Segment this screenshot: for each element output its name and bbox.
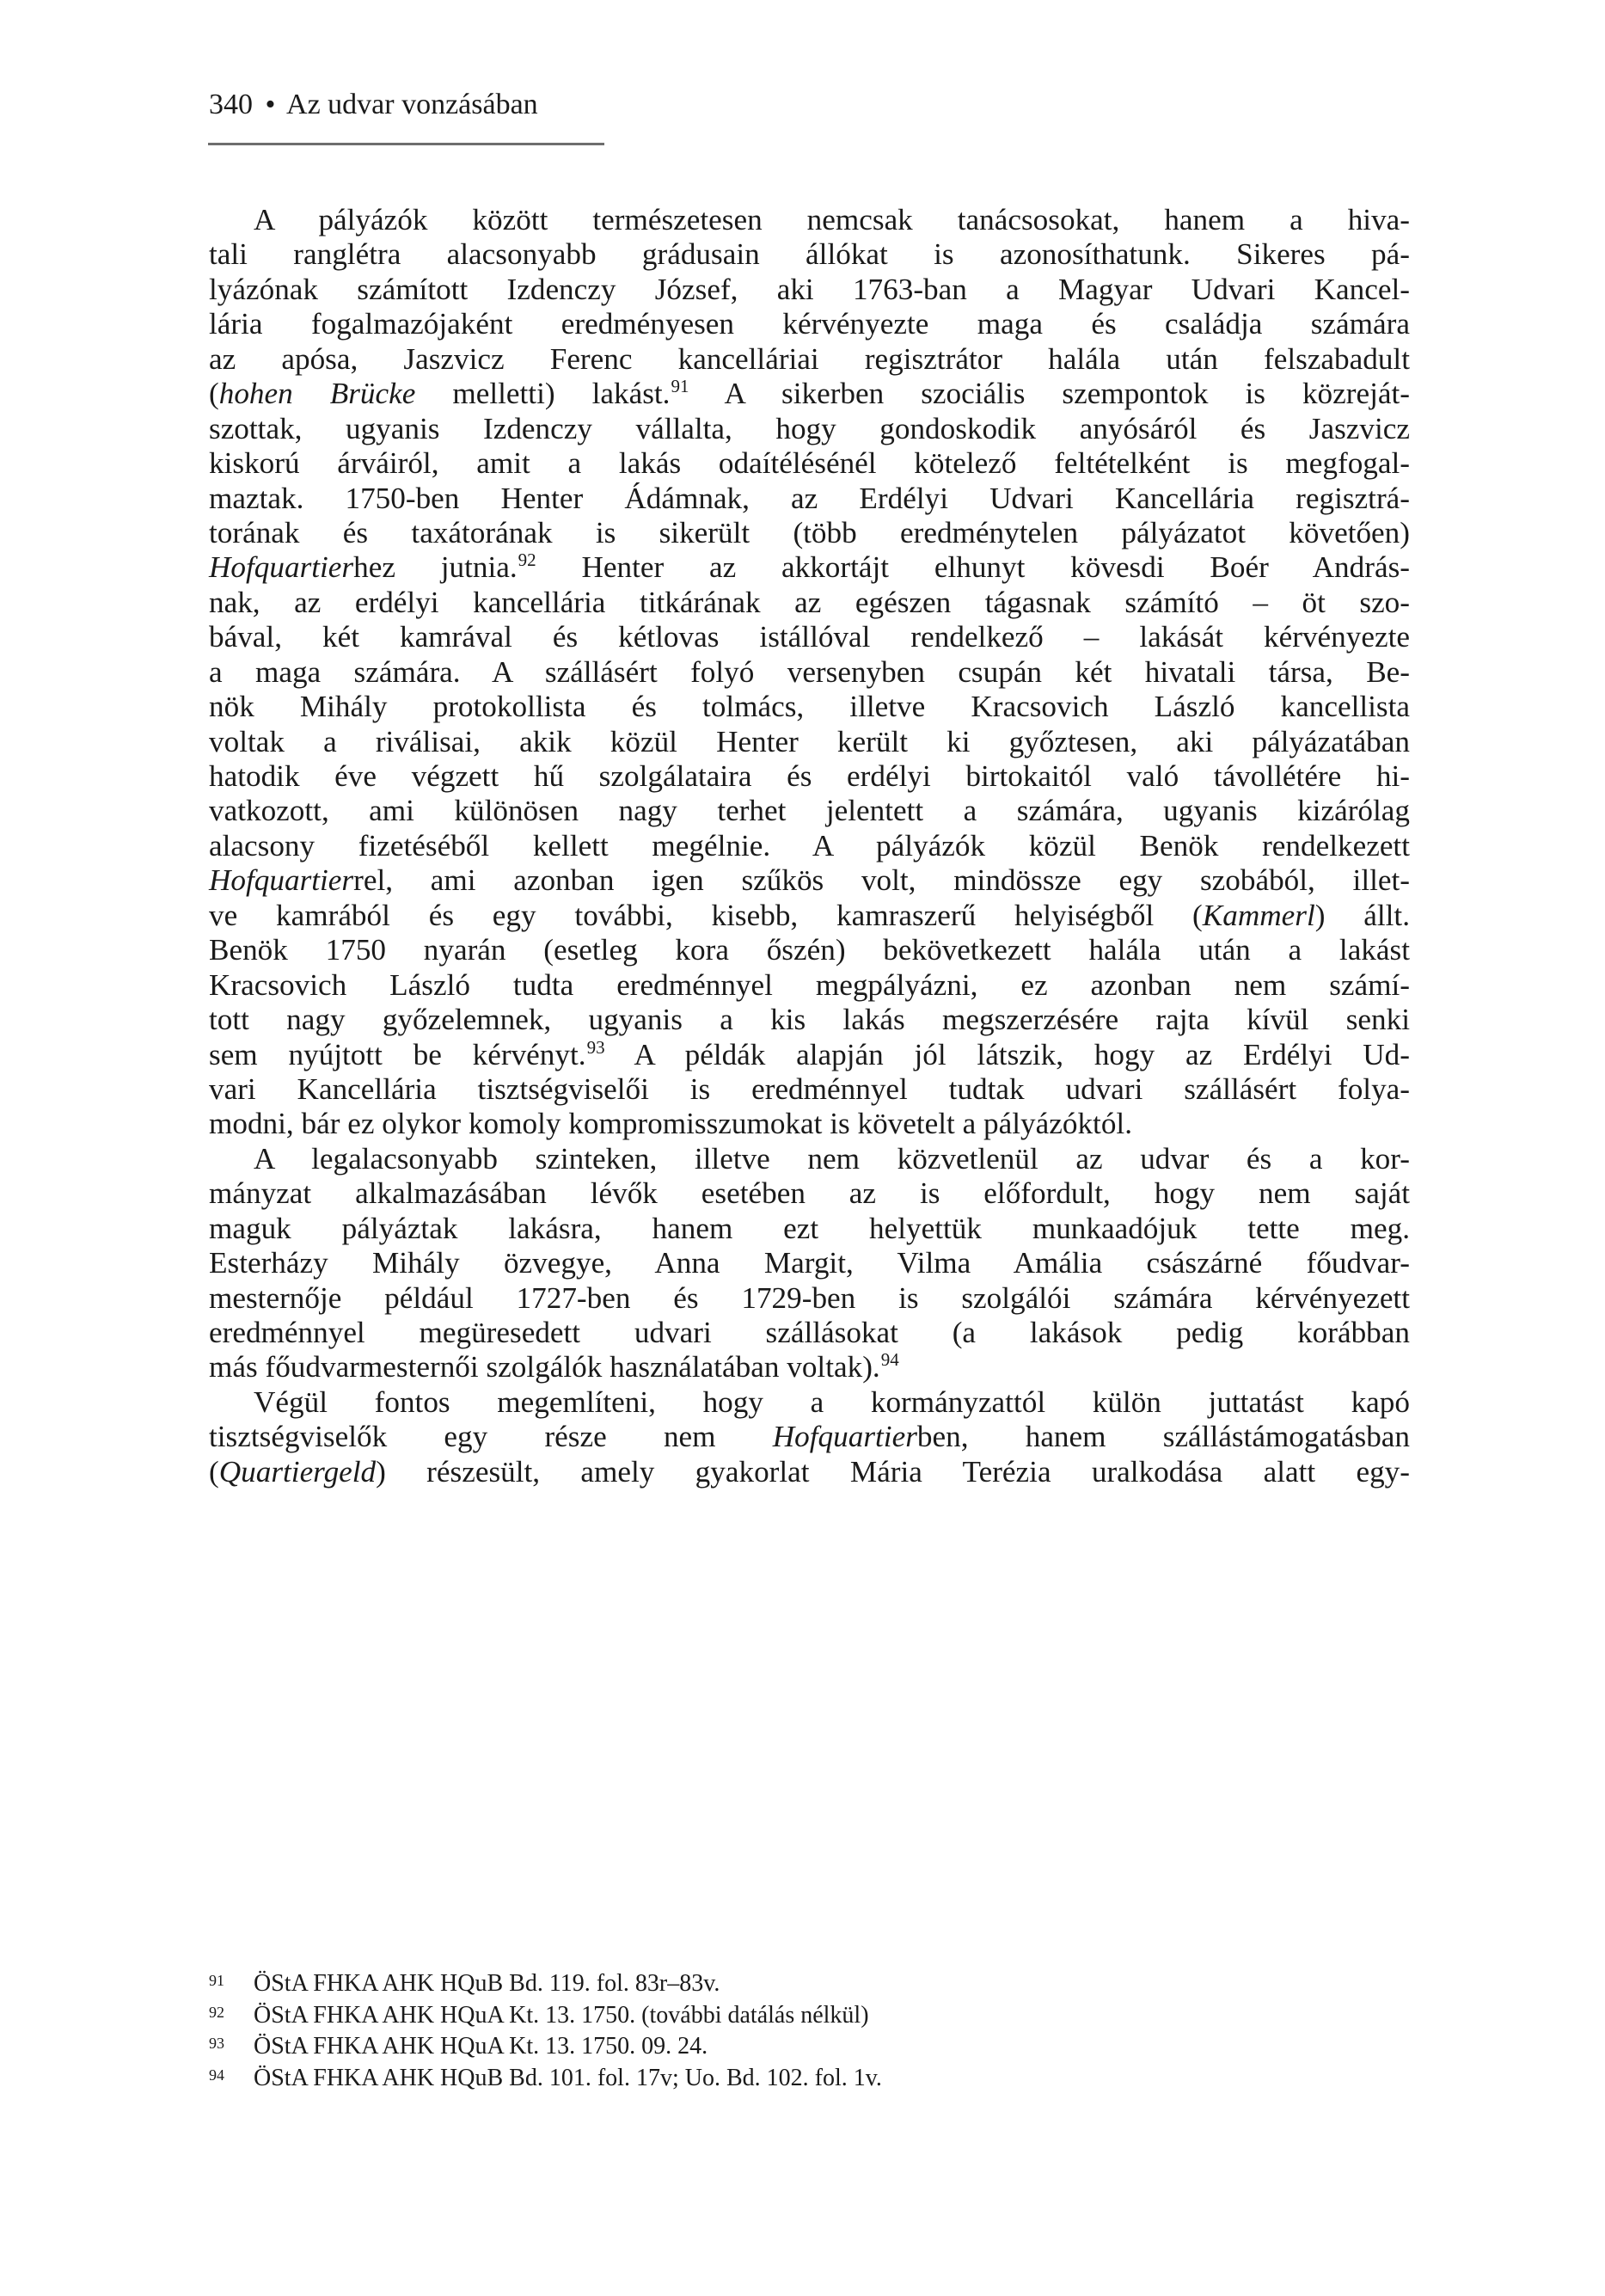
bullet-separator: •: [265, 89, 276, 120]
text-line: [209, 1316, 1410, 1350]
text-run: modni, bár ez olykor komoly kompromisszumokat is követelt a pályázóktól.: [209, 1107, 1132, 1141]
header-rule: [208, 143, 604, 145]
footnote-reference[interactable]: 93: [586, 1036, 605, 1058]
footnote-text: ÖStA FHKA AHK HQuA Kt. 13. 1750. 09. 24.: [254, 2033, 708, 2060]
text-run: maztak. 1750-ben Henter Ádámnak, az Erdélyi Udvari Kancellária regisztrá-: [209, 481, 1410, 515]
text-run: mányzat alkalmazásában lévők esetében az is előfordult, hogy nem saját: [209, 1176, 1410, 1211]
footnote-reference[interactable]: 94: [880, 1349, 899, 1371]
text-run: mesternője például 1727-ben és 1729-ben is szolgálói számára kérvényezett: [209, 1280, 1410, 1315]
body-text: [209, 203, 1410, 1489]
text-run: tisztségviselők egy része nem: [209, 1420, 773, 1454]
text-run: Benök 1750 nyarán (esetleg kora őszén) bekövetkezett halála után a lakást: [209, 933, 1410, 967]
text-run: rel, ami azonban igen szűkös volt, mindössze egy szobából, illet-: [353, 863, 1410, 898]
text-line: [209, 1072, 1410, 1107]
text-line: [209, 1107, 1410, 1141]
text-line: [209, 203, 1410, 237]
text-run: vatkozott, ami különösen nagy terhet jelentett a számára, ugyanis kizárólag: [209, 794, 1410, 828]
text-line: [209, 307, 1410, 341]
text-run: ve kamrából és egy további, kisebb, kamraszerű helyiségből (: [209, 898, 1203, 932]
text-run: az apósa, Jaszvicz Ferenc kancelláriai regisztrátor halála után felszabadult: [209, 341, 1410, 376]
footnote-reference[interactable]: 91: [671, 376, 689, 397]
text-run: nök Mihály protokollista és tolmács, illetve Kracsovich László kancellista: [209, 690, 1410, 724]
text-line: [209, 237, 1410, 272]
text-run: sem nyújtott be kérvényt.: [209, 1037, 586, 1071]
text-run: hatodik éve végzett hű szolgálataira és erdélyi birtokaitól való távollétére hi-: [209, 759, 1410, 793]
text-run: lyázónak számított Izdenczy József, aki 1763-ban a Magyar Udvari Kancel-: [209, 272, 1410, 306]
text-line: [209, 655, 1410, 690]
running-title: Az udvar vonzásában: [286, 89, 538, 120]
footnote: [209, 2064, 1410, 2096]
text-run: nak, az erdélyi kancellária titkárának az egészen tágasnak számító – öt szo-: [209, 585, 1410, 619]
text-line: [209, 1212, 1410, 1246]
text-line: [209, 690, 1410, 724]
text-run: Kracsovich László tudta eredménnyel megpályázni, ez azonban nem számí-: [209, 967, 1410, 1002]
text-run: szottak, ugyanis Izdenczy vállalta, hogy gondoskodik anyósáról és Jaszvicz: [209, 411, 1410, 445]
text-run: hez jutnia.: [353, 550, 518, 585]
text-line: [209, 829, 1410, 863]
text-line: [209, 1420, 1410, 1454]
text-line: [209, 1246, 1410, 1280]
text-line: [209, 412, 1410, 446]
text-run: alacsony fizetéséből kellett megélnie. A pályázók közül Benök rendelkezett: [209, 828, 1410, 863]
text-run: (: [209, 1454, 219, 1489]
text-run: tott nagy győzelemnek, ugyanis a kis lakás megszerzésére rajta kívül senki: [209, 1003, 1410, 1037]
text-run: A példák alapján jól látszik, hogy az Erdélyi Ud-: [604, 1037, 1410, 1071]
text-line: [209, 342, 1410, 377]
footnote: [209, 2001, 1410, 2033]
text-run: vari Kancellária tisztségviselői is eredménnyel tudtak udvari szállásért folya-: [209, 1071, 1410, 1106]
text-line: [209, 1003, 1410, 1037]
text-line: [209, 1176, 1410, 1211]
footnote-number: 94: [209, 2066, 224, 2084]
footnote-text: ÖStA FHKA AHK HQuA Kt. 13. 1750. (további datálás nélkül): [254, 2001, 869, 2029]
text-line: [209, 1281, 1410, 1316]
text-run: tali ranglétra alacsonyabb grádusain állókat is azonosíthatunk. Sikeres pá-: [209, 237, 1410, 272]
italic-term: Hofquartier: [209, 863, 354, 898]
italic-term: Hofquartier: [209, 550, 354, 585]
text-line: [209, 273, 1410, 307]
italic-term: Hofquartier: [772, 1420, 917, 1454]
text-line: [209, 933, 1410, 967]
text-run: voltak a riválisai, akik közül Henter került ki győztesen, aki pályázatában: [209, 724, 1410, 758]
footnote-number: 93: [209, 2035, 224, 2052]
text-line: [209, 794, 1410, 828]
text-line: [209, 1455, 1410, 1489]
text-run: ben, hanem szállástámogatásban: [916, 1420, 1411, 1454]
page-number: 340: [209, 89, 253, 120]
footnote-number: 92: [209, 2003, 224, 2021]
text-run: Henter az akkortájt elhunyt kövesdi Boér András-: [536, 550, 1410, 585]
footnote-reference[interactable]: 92: [518, 549, 536, 571]
text-line: [209, 725, 1410, 759]
footnotes: [209, 1969, 1410, 2095]
text-run: más főudvarmesternői szolgálók használatában voltak).: [209, 1350, 880, 1384]
text-run: eredménnyel megüresedett udvari szállásokat (a lakások pedig korábban: [209, 1316, 1410, 1349]
text-line: [209, 863, 1410, 898]
text-run: ) állt.: [1314, 898, 1410, 932]
italic-term: Kammerl: [1202, 898, 1315, 932]
text-run: bával, két kamrával és kétlovas istállóval rendelkező – lakását kérvényezte: [209, 620, 1410, 654]
text-line: [209, 1038, 1410, 1072]
text-run: (: [209, 377, 219, 411]
text-line: [209, 759, 1410, 794]
italic-term: Quartiergeld: [218, 1454, 377, 1489]
text-run: A legalacsonyabb szinteken, illetve nem közvetlenül az udvar és a kor-: [254, 1141, 1410, 1176]
footnote-number: 91: [209, 1972, 224, 1989]
text-run: lária fogalmazójaként eredményesen kérvényezte maga és családja számára: [209, 307, 1410, 341]
text-line: [209, 1142, 1410, 1176]
text-run: melletti) lakást.: [415, 377, 671, 411]
text-line: [209, 899, 1410, 933]
text-run: Esterházy Mihály özvegye, Anna Margit, Vilma Amália császárné főudvar-: [209, 1246, 1410, 1280]
text-line: [209, 586, 1410, 620]
footnote: [209, 1969, 1410, 2001]
text-run: A pályázók között természetesen nemcsak tanácsosokat, hanem a hiva-: [254, 203, 1410, 236]
italic-term: hohen Brücke: [218, 377, 416, 411]
text-line: [209, 550, 1410, 585]
text-line: [209, 1385, 1410, 1420]
text-line: [209, 620, 1410, 654]
text-run: ) részesült, amely gyakorlat Mária Terézia uralkodása alatt egy-: [376, 1454, 1410, 1489]
text-run: Végül fontos megemlíteni, hogy a kormányzattól külön juttatást kapó: [254, 1384, 1410, 1419]
running-head: [209, 88, 538, 122]
footnote-text: ÖStA FHKA AHK HQuB Bd. 101. fol. 17v; Uo. Bd. 102. fol. 1v.: [254, 2064, 882, 2091]
footnote: [209, 2032, 1410, 2064]
footnote-text: ÖStA FHKA AHK HQuB Bd. 119. fol. 83r–83v.: [254, 1970, 720, 1997]
text-line: [209, 516, 1410, 550]
text-run: torának és taxátorának is sikerült (több eredménytelen pályázatot követően): [209, 515, 1410, 549]
text-line: [209, 377, 1410, 411]
text-run: kiskorú árváiról, amit a lakás odaítélésénél kötelező feltételként is megfogal-: [209, 446, 1410, 481]
text-line: [209, 446, 1410, 481]
text-run: A sikerben szociális szempontok is közreját-: [689, 377, 1410, 411]
text-run: maguk pályáztak lakásra, hanem ezt helyettük munkaadójuk tette meg.: [209, 1211, 1410, 1245]
text-run: a maga számára. A szállásért folyó versenyben csupán két hivatali társa, Be-: [209, 654, 1410, 689]
text-line: [209, 1350, 1410, 1384]
text-line: [209, 482, 1410, 516]
text-line: [209, 968, 1410, 1003]
